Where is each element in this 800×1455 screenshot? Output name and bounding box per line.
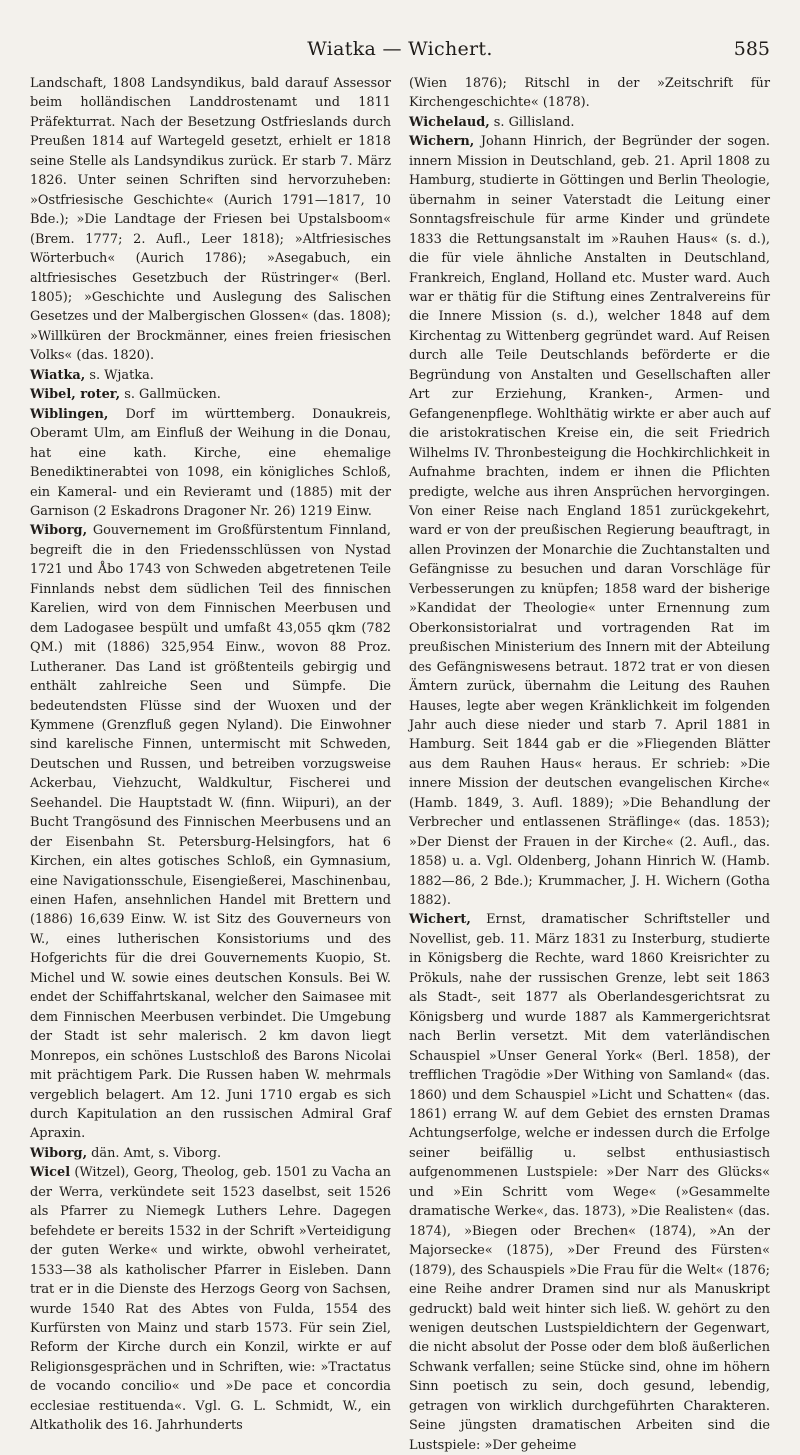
entry-text: Dorf im württemberg. Donaukreis, Oberamt Ulm, am Einfluß der Weihung in die Donau, hat eine kath. Kirche, eine ehemalige Benediktinerabtei von 1098, ein königliches Schloß, ein Kameral- und ein Revieramt und (1885) mit der Garnison (2 Eskadrons Dragoner Nr. 26) 1219 Einw.	[30, 406, 391, 519]
entry	[30, 74, 391, 366]
entry-text: s. Gallmücken.	[120, 387, 221, 403]
right-column	[409, 74, 770, 1453]
entry-headword: Wibel, roter,	[30, 387, 121, 403]
entry-headword: Wiborg,	[30, 523, 88, 539]
entry	[409, 113, 770, 132]
entry-text: Ernst, dramatischer Schriftsteller und Novellist, geb. 11. März 1831 zu Insterburg, studierte in Königsberg die Rechte, ward 1860 Kreisrichter zu Prökuls, nahe der russischen Grenze, lebt seit 1863 als Stadt-, seit 1877 als Oberlandesgerichtsrat zu Königsberg und wurde 1887 als Kammergerichtsrat nach Berlin versetzt. Mit dem vaterländischen Schauspiel »Unser General York« (Berl. 1858), der trefflichen Tragödie »Der Withing von Samland« (das. 1860) und dem Schauspiel »Licht und Schatten« (das. 1861) errang W. auf dem Gebiet des ernsten Dramas Achtungserfolge, welche er indessen durch die Erfolge seiner beifällig u. selbst enthusiastisch aufgenommenen Lustspiele: »Der Narr des Glücks« und »Ein Schritt vom Wege« (»Gesammelte dramatische Werke«, das. 1873), »Die Realisten« (das. 1874), »Biegen oder Brechen« (1874), »An der Majorsecke« (1875), »Der Freund des Fürsten« (1879), des Schauspiels »Die Frau für die Welt« (1876; eine Reihe andrer Dramen sind nur als Manuskript gedruckt) bald weit hinter sich ließ. W. gehört zu den wenigen deutschen Lustspieldichtern der Gegenwart, die nicht absolut der Posse oder dem bloß äußerlichen Schwank verfallen; seine Stücke sind, ohne im höhern Sinn poetisch zu sein, doch gesund, lebendig, getragen von wirklich durchgeführten Charakteren. Seine jüngsten dramatischen Arbeiten sind die Lustspiele: »Der geheime	[409, 912, 770, 1453]
entry-headword: Wiatka,	[30, 367, 86, 383]
entry-text: (Witzel), Georg, Theolog, geb. 1501 zu Vacha an der Werra, verkündete seit 1523 daselbst, seit 1526 als Pfarrer zu Niemegk Luthers Lehre. Dagegen befehdete er bereits 1532 in der Schrift »Verteidigung der guten Werke« und wirkte, obwohl verheiratet, 1533—38 als katholischer Pfarrer in Eisleben. Dann trat er in die Dienste des Herzogs Georg von Sachsen, wurde 1540 Rat des Abtes von Fulda, 1554 des Kurfürsten von Mainz und starb 1573. Für sein Ziel, Reform der Kirche durch ein Konzil, wirkte er auf Religionsgesprächen und in Schriften, wie: »Tractatus de vocando concilio« und »De pace et concordia ecclesiae restituenda«. Vgl. G. L. Schmidt, W., ein Altkatholik des 16. Jahrhunderts	[30, 1165, 391, 1434]
left-column	[30, 74, 391, 1434]
entry	[409, 910, 770, 1455]
entry-text: Landschaft, 1808 Landsyndikus, bald darauf Assessor beim holländischen Landdrostenamt und 1811 Präfekturrat. Nach der Besetzung Ostfrieslands durch Preußen 1814 auf Wartegeld gesetzt, erhielt er 1818 seine Stelle als Landsyndikus zurück. Er starb 7. März 1826. Unter seinen Schriften sind hervorzuheben: »Ostfriesische Geschichte« (Aurich 1791—1817, 10 Bde.); »Die Landtage der Friesen bei Upstalsboom« (Brem. 1777; 2. Aufl., Leer 1818); »Altfriesisches Wörterbuch« (Aurich 1786); »Asegabuch, ein altfriesisches Gesetzbuch der Rüstringer« (Berl. 1805); »Geschichte und Auslegung des Salischen Gesetzes und der Malbergischen Glossen« (das. 1808); »Willküren der Brockmänner, eines freien friesischen Volks« (das. 1820).	[30, 76, 391, 364]
entry	[409, 132, 770, 910]
entry	[30, 385, 391, 404]
entry	[30, 521, 391, 1144]
entry-text: Johann Hinrich, der Begründer der sogen. innern Mission in Deutschland, geb. 21. April 1808 zu Hamburg, studierte in Göttingen und Berlin Theologie, übernahm in seiner Vaterstadt die Leitung einer Sonntagsfreischule für arme Kinder und gründete 1833 die Rettungsanstalt im »Rauhen Haus« (s. d.), die für viele ähnliche Anstalten in Deutschland, Frankreich, England, Holland etc. Muster ward. Auch war er thätig für die Stiftung eines Zentralvereins für die Innere Mission (s. d.), welcher 1848 auf dem Kirchentag zu Wittenberg gegründet ward. Auf Reisen durch alle Teile Deutschlands beförderte er die Begründung von Anstalten und Gesellschaften aller Art zur Erziehung, Kranken-, Armen- und Gefangenenpflege. Wohlthätig wirkte er aber auch auf die aristokratischen Kreise ein, die seit Friedrich Wilhelms IV. Thronbesteigung die Hochkirchlichkeit in Aufnahme brachten, indem er ihnen die Pflichten predigte, welche aus ihren Ansprüchen hervorgingen. Von einer Reise nach England 1851 zurückgekehrt, ward er von der preußischen Regierung beauftragt, in allen Provinzen der Monarchie die Zuchtanstalten und Gefängnisse zu besuchen und daran Vorschläge für Verbesserungen zu knüpfen; 1858 ward der bisherige »Kandidat der Theologie« unter Ernennung zum Oberkonsistorialrat und vortragenden Rat im preußischen Ministerium des Innern mit der Abteilung des Gefängniswesens betraut. 1872 trat er von diesen Ämtern zurück, übernahm die Leitung des Rauhen Hauses, legte aber wegen Kränklichkeit im folgenden Jahr auch diese nieder und starb 7. April 1881 in Hamburg. Seit 1844 gab er die »Fliegenden Blätter aus dem Rauhen Haus« heraus. Er schrieb: »Die innere Mission der deutschen evangelischen Kirche« (Hamb. 1849, 3. Aufl. 1889); »Die Behandlung der Verbrecher und entlassenen Sträflinge« (das. 1853); »Der Dienst der Frauen in der Kirche« (2. Aufl., das. 1858) u. a. Vgl. Oldenberg, Johann Hinrich W. (Hamb. 1882—86, 2 Bde.); Krummacher, J. H. Wichern (Gotha 1882).	[409, 134, 770, 909]
entry-headword: Wiblingen,	[30, 406, 109, 422]
page-number: 585	[733, 38, 770, 60]
entry-headword: Wicel	[30, 1165, 71, 1181]
entry-headword: Wiborg,	[30, 1145, 88, 1161]
entry	[30, 366, 391, 385]
entry	[30, 1144, 391, 1163]
entry	[30, 405, 391, 522]
entry-headword: Wichelaud,	[409, 114, 490, 130]
entry-text: s. Gillisland.	[489, 114, 575, 130]
entry-headword: Wichert,	[409, 912, 471, 928]
entry-text: Gouvernement im Großfürstentum Finnland, begreift die in den Friedensschlüssen von Nystad 1721 und Åbo 1743 von Schweden abgetretenen Teile Finnlands nebst dem südlichen Teil des finnischen Karelien, wird von dem Finnischen Meerbusen und dem Ladogasee bespült und umfaßt 43,055 qkm (782 QM.) mit (1886) 325,954 Einw., wovon 88 Proz. Lutheraner. Das Land ist größtenteils gebirgig und enthält zahlreiche Seen und Sümpfe. Die bedeutendsten Flüsse sind der Wuoxen und der Kymmene (Grenzfluß gegen Nyland). Die Einwohner sind karelische Finnen, untermischt mit Schweden, Deutschen und Russen, und betreiben vorzugsweise Ackerbau, Viehzucht, Waldkultur, Fischerei und Seehandel. Die Hauptstadt W. (finn. Wiipuri), an der Bucht Trangösund des Finnischen Meerbusens und an der Eisenbahn St. Petersburg-Helsingfors, hat 6 Kirchen, ein altes gotisches Schloß, ein Gymnasium, eine Navigationsschule, Eisengießerei, Maschinenbau, einen Hafen, ansehnlichen Handel mit Brettern und (1886) 16,639 Einw. W. ist Sitz des Gouverneurs von W., eines lutherischen Konsistoriums und des Hofgerichts für die drei Gouvernements Kuopio, St. Michel und W. sowie eines deutschen Konsuls. Bei W. endet der Schiffahrtskanal, welcher den Saimasee mit dem Finnischen Meerbusen verbindet. Die Umgebung der Stadt ist sehr malerisch. 2 km davon liegt Monrepos, ein schönes Lustschloß des Barons Nicolai mit prächtigem Park. Die Russen haben W. mehrmals vergeblich belagert. Am 12. Juni 1710 ergab es sich durch Kapitulation an den russischen Admiral Graf Apraxin.	[30, 523, 391, 1142]
entry-text: dän. Amt, s. Viborg.	[87, 1145, 222, 1161]
entry	[30, 1163, 391, 1435]
page-header	[30, 38, 770, 62]
running-head: Wiatka — Wichert.	[307, 38, 493, 60]
entry-text: s. Wjatka.	[85, 367, 154, 383]
text-columns	[30, 74, 770, 1453]
entry	[409, 74, 770, 113]
entry-text: (Wien 1876); Ritschl in der »Zeitschrift für Kirchengeschichte« (1878).	[409, 76, 770, 111]
entry-headword: Wichern,	[409, 134, 475, 150]
